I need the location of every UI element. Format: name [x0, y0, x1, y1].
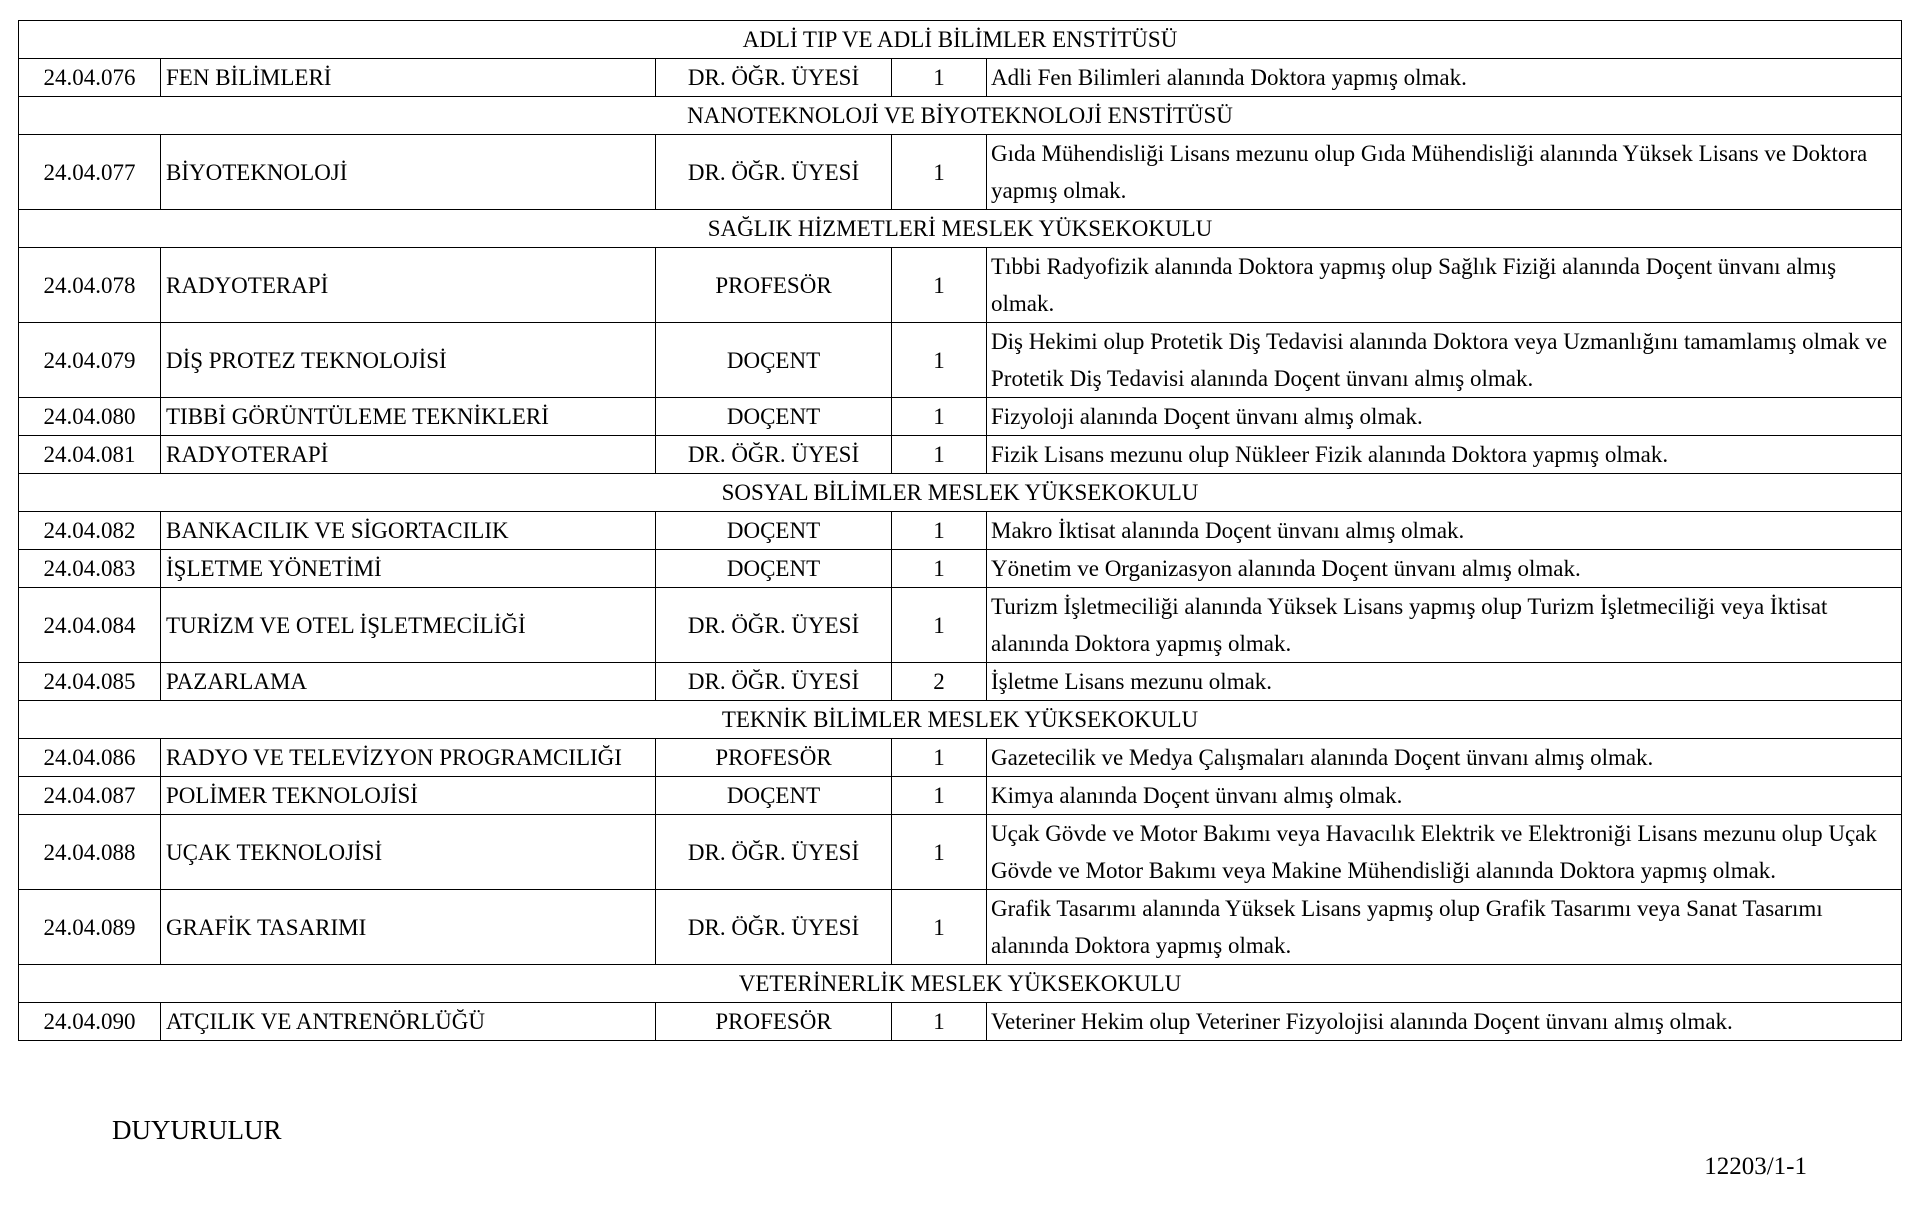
position-count: 1 — [892, 248, 987, 323]
academic-title: DOÇENT — [656, 323, 892, 398]
section-title: TEKNİK BİLİMLER MESLEK YÜKSEKOKULU — [19, 701, 1902, 739]
requirements: Veteriner Hekim olup Veteriner Fizyolojisi alanında Doçent ünvanı almış olmak. — [987, 1003, 1902, 1041]
position-code: 24.04.081 — [19, 436, 161, 474]
table-row — [19, 777, 1902, 815]
section-header-row — [19, 965, 1902, 1003]
section-header-row — [19, 474, 1902, 512]
position-count: 1 — [892, 512, 987, 550]
academic-title: DR. ÖĞR. ÜYESİ — [656, 436, 892, 474]
position-count: 1 — [892, 550, 987, 588]
department: TURİZM VE OTEL İŞLETMECİLİĞİ — [161, 588, 656, 663]
position-count: 1 — [892, 777, 987, 815]
position-count: 2 — [892, 663, 987, 701]
table-row — [19, 323, 1902, 398]
requirements: Adli Fen Bilimleri alanında Doktora yapmış olmak. — [987, 59, 1902, 97]
position-count: 1 — [892, 323, 987, 398]
table-row — [19, 815, 1902, 890]
department: POLİMER TEKNOLOJİSİ — [161, 777, 656, 815]
position-code: 24.04.086 — [19, 739, 161, 777]
table-row — [19, 436, 1902, 474]
section-title: NANOTEKNOLOJİ VE BİYOTEKNOLOJİ ENSTİTÜSÜ — [19, 97, 1902, 135]
position-count: 1 — [892, 59, 987, 97]
section-header-row — [19, 97, 1902, 135]
position-code: 24.04.078 — [19, 248, 161, 323]
table-row — [19, 550, 1902, 588]
position-code: 24.04.079 — [19, 323, 161, 398]
position-count: 1 — [892, 588, 987, 663]
academic-title: DR. ÖĞR. ÜYESİ — [656, 59, 892, 97]
department: PAZARLAMA — [161, 663, 656, 701]
requirements: Grafik Tasarımı alanında Yüksek Lisans yapmış olup Grafik Tasarımı veya Sanat Tasarımı alanında Doktora yapmış olmak. — [987, 890, 1902, 965]
requirements: İşletme Lisans mezunu olmak. — [987, 663, 1902, 701]
requirements: Yönetim ve Organizasyon alanında Doçent ünvanı almış olmak. — [987, 550, 1902, 588]
academic-title: DR. ÖĞR. ÜYESİ — [656, 135, 892, 210]
requirements: Kimya alanında Doçent ünvanı almış olmak. — [987, 777, 1902, 815]
department: BİYOTEKNOLOJİ — [161, 135, 656, 210]
table-row — [19, 663, 1902, 701]
department: ATÇILIK VE ANTRENÖRLÜĞÜ — [161, 1003, 656, 1041]
academic-title: PROFESÖR — [656, 248, 892, 323]
table-row — [19, 398, 1902, 436]
position-code: 24.04.084 — [19, 588, 161, 663]
position-code: 24.04.088 — [19, 815, 161, 890]
section-header-row — [19, 701, 1902, 739]
position-code: 24.04.076 — [19, 59, 161, 97]
academic-title: DR. ÖĞR. ÜYESİ — [656, 815, 892, 890]
position-code: 24.04.077 — [19, 135, 161, 210]
department: RADYO VE TELEVİZYON PROGRAMCILIĞI — [161, 739, 656, 777]
position-count: 1 — [892, 398, 987, 436]
requirements: Uçak Gövde ve Motor Bakımı veya Havacılık Elektrik ve Elektroniği Lisans mezunu olup Uçak Gövde ve Motor Bakımı veya Makine Mühendisliği alanında Doktora yapmış olmak. — [987, 815, 1902, 890]
requirements: Gazetecilik ve Medya Çalışmaları alanında Doçent ünvanı almış olmak. — [987, 739, 1902, 777]
position-count: 1 — [892, 135, 987, 210]
position-count: 1 — [892, 890, 987, 965]
academic-title: DOÇENT — [656, 550, 892, 588]
announcement-footer: DUYURULUR — [112, 1115, 282, 1145]
department: İŞLETME YÖNETİMİ — [161, 550, 656, 588]
section-header-row — [19, 210, 1902, 248]
academic-title: PROFESÖR — [656, 739, 892, 777]
requirements: Gıda Mühendisliği Lisans mezunu olup Gıda Mühendisliği alanında Yüksek Lisans ve Doktora yapmış olmak. — [987, 135, 1902, 210]
requirements: Turizm İşletmeciliği alanında Yüksek Lisans yapmış olup Turizm İşletmeciliği veya İktisat alanında Doktora yapmış olmak. — [987, 588, 1902, 663]
position-code: 24.04.090 — [19, 1003, 161, 1041]
positions-table — [18, 20, 1902, 1041]
position-code: 24.04.087 — [19, 777, 161, 815]
section-title: VETERİNERLİK MESLEK YÜKSEKOKULU — [19, 965, 1902, 1003]
department: FEN BİLİMLERİ — [161, 59, 656, 97]
position-code: 24.04.083 — [19, 550, 161, 588]
department: GRAFİK TASARIMI — [161, 890, 656, 965]
department: BANKACILIK VE SİGORTACILIK — [161, 512, 656, 550]
academic-title: DR. ÖĞR. ÜYESİ — [656, 663, 892, 701]
requirements: Tıbbi Radyofizik alanında Doktora yapmış olup Sağlık Fiziği alanında Doçent ünvanı almış olmak. — [987, 248, 1902, 323]
department: TIBBİ GÖRÜNTÜLEME TEKNİKLERİ — [161, 398, 656, 436]
department: RADYOTERAPİ — [161, 248, 656, 323]
section-header-row — [19, 21, 1902, 59]
position-count: 1 — [892, 815, 987, 890]
table-row — [19, 890, 1902, 965]
table-row — [19, 248, 1902, 323]
table-row — [19, 1003, 1902, 1041]
table-row — [19, 588, 1902, 663]
academic-title: PROFESÖR — [656, 1003, 892, 1041]
academic-title: DR. ÖĞR. ÜYESİ — [656, 890, 892, 965]
position-count: 1 — [892, 1003, 987, 1041]
academic-title: DOÇENT — [656, 512, 892, 550]
position-code: 24.04.082 — [19, 512, 161, 550]
department: RADYOTERAPİ — [161, 436, 656, 474]
academic-title: DR. ÖĞR. ÜYESİ — [656, 588, 892, 663]
page-number: 12203/1-1 — [1704, 1153, 1807, 1180]
department: DİŞ PROTEZ TEKNOLOJİSİ — [161, 323, 656, 398]
table-row — [19, 512, 1902, 550]
position-count: 1 — [892, 436, 987, 474]
table-row — [19, 739, 1902, 777]
position-code: 24.04.080 — [19, 398, 161, 436]
academic-title: DOÇENT — [656, 398, 892, 436]
section-title: SAĞLIK HİZMETLERİ MESLEK YÜKSEKOKULU — [19, 210, 1902, 248]
section-title: ADLİ TIP VE ADLİ BİLİMLER ENSTİTÜSÜ — [19, 21, 1902, 59]
requirements: Diş Hekimi olup Protetik Diş Tedavisi alanında Doktora veya Uzmanlığını tamamlamış olmak ve Protetik Diş Tedavisi alanında Doçent ünvanı almış olmak. — [987, 323, 1902, 398]
position-count: 1 — [892, 739, 987, 777]
requirements: Makro İktisat alanında Doçent ünvanı almış olmak. — [987, 512, 1902, 550]
table-row — [19, 59, 1902, 97]
position-code: 24.04.089 — [19, 890, 161, 965]
academic-title: DOÇENT — [656, 777, 892, 815]
requirements: Fizyoloji alanında Doçent ünvanı almış olmak. — [987, 398, 1902, 436]
position-code: 24.04.085 — [19, 663, 161, 701]
table-row — [19, 135, 1902, 210]
department: UÇAK TEKNOLOJİSİ — [161, 815, 656, 890]
requirements: Fizik Lisans mezunu olup Nükleer Fizik alanında Doktora yapmış olmak. — [987, 436, 1902, 474]
section-title: SOSYAL BİLİMLER MESLEK YÜKSEKOKULU — [19, 474, 1902, 512]
